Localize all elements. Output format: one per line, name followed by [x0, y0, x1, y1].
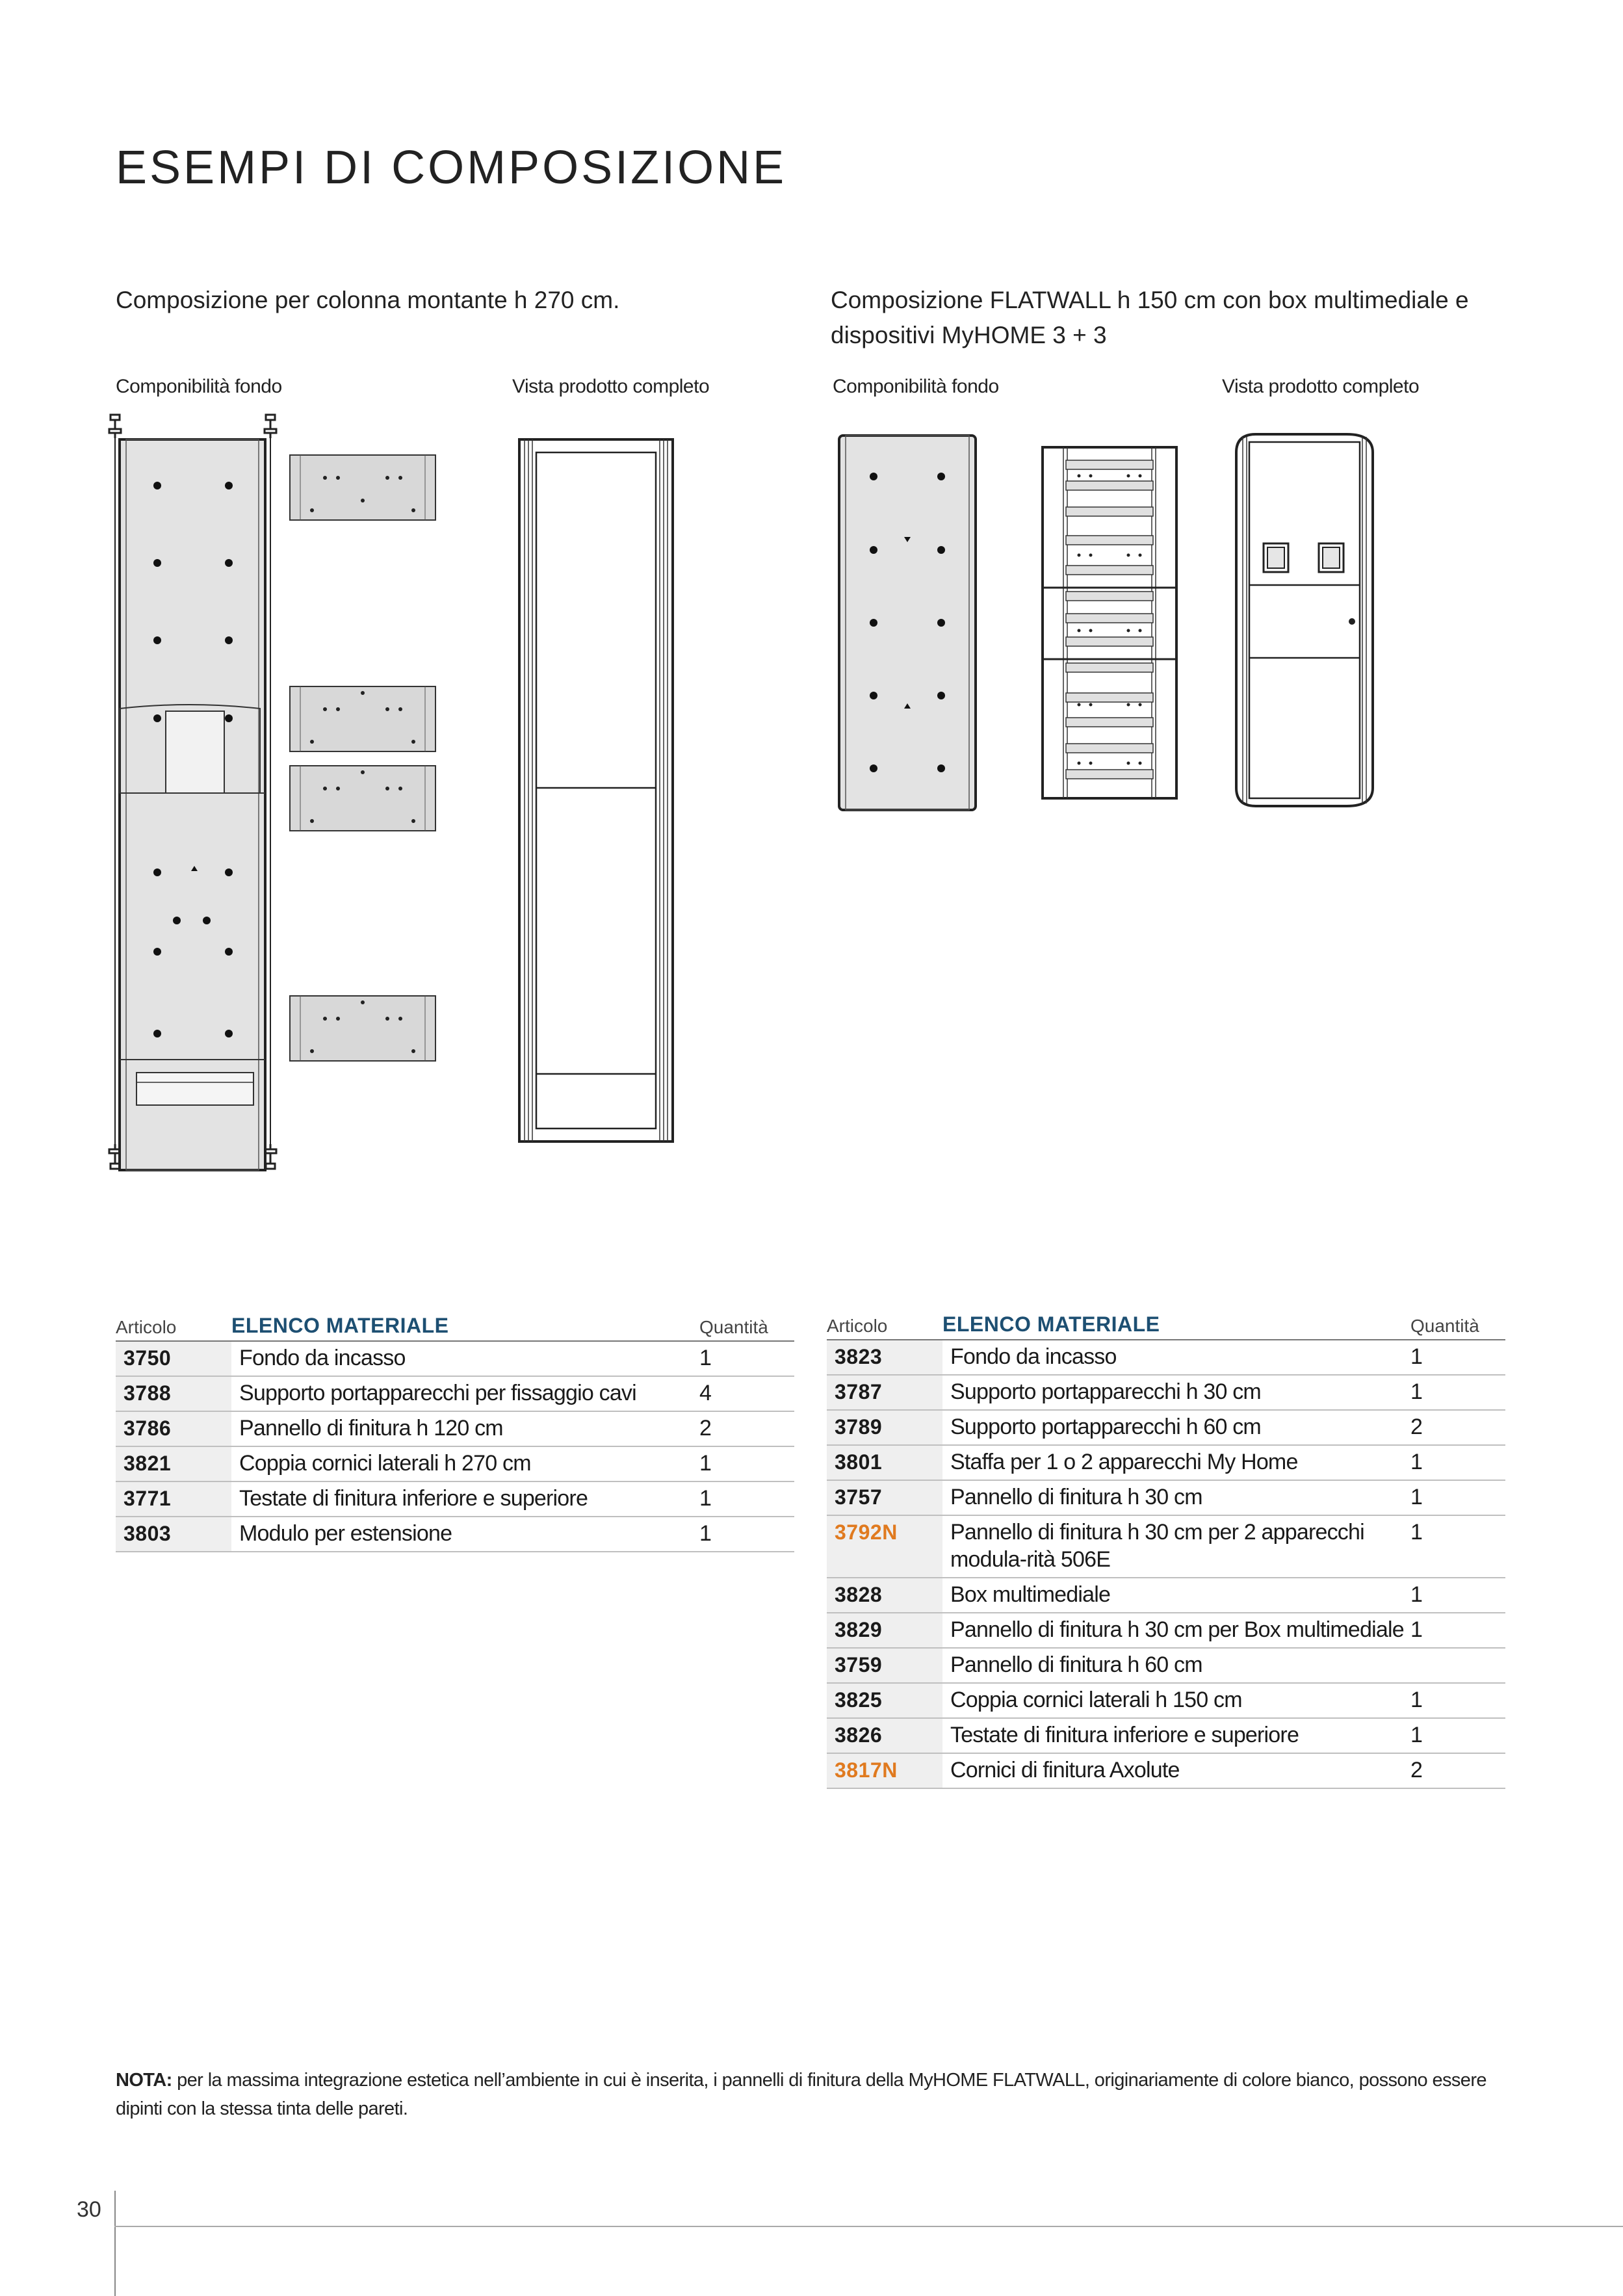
right-complete-product-drawing: [1230, 430, 1379, 814]
article-code: 3823: [827, 1340, 942, 1375]
material-desc: Testate di finitura inferiore e superiore: [942, 1718, 1410, 1753]
quantity: 1: [1410, 1375, 1505, 1410]
article-code: 3786: [116, 1411, 231, 1446]
left-caption-full: Vista prodotto completo: [512, 376, 710, 397]
material-desc: Pannello di finitura h 30 cm per 2 apparecchi modula-rità 506E: [942, 1515, 1410, 1578]
article-code: 3803: [116, 1517, 231, 1552]
quantity: 2: [699, 1411, 794, 1446]
left-complete-product-drawing: [517, 437, 679, 1145]
article-code: 3828: [827, 1578, 942, 1613]
material-desc: Testate di finitura inferiore e superiore: [231, 1481, 699, 1517]
quantity: 1: [1410, 1480, 1505, 1515]
table-row: [827, 1753, 1505, 1788]
quantity: [1410, 1648, 1505, 1683]
quantity: 1: [699, 1517, 794, 1552]
material-desc: Coppia cornici laterali h 150 cm: [942, 1683, 1410, 1718]
table-row: [116, 1446, 794, 1481]
quantity: 1: [1410, 1683, 1505, 1718]
material-desc: Pannello di finitura h 120 cm: [231, 1411, 699, 1446]
quantity: 1: [1410, 1578, 1505, 1613]
footnote: [116, 2066, 1507, 2123]
page-number: 30: [77, 2197, 101, 2222]
table-row: [827, 1480, 1505, 1515]
material-desc: Supporto portapparecchi h 60 cm: [942, 1410, 1410, 1445]
left-material-table: [116, 1309, 794, 1552]
article-code: 3788: [116, 1376, 231, 1411]
table-row: [116, 1411, 794, 1446]
article-code: 3771: [116, 1481, 231, 1517]
table-header-row: [116, 1309, 794, 1341]
page-title: ESEMPI DI COMPOSIZIONE: [116, 142, 787, 194]
table-row: [827, 1683, 1505, 1718]
material-desc: Fondo da incasso: [231, 1341, 699, 1376]
right-composition-subtitle: Composizione FLATWALL h 150 cm con box multimediale e dispositivi MyHOME 3 + 3: [831, 287, 1469, 348]
left-caption-back: Componibilità fondo: [116, 376, 282, 397]
quantity: 1: [699, 1341, 794, 1376]
table-row: [827, 1613, 1505, 1648]
table-row: [827, 1578, 1505, 1613]
material-desc: Pannello di finitura h 60 cm: [942, 1648, 1410, 1683]
left-composition-subtitle: Composizione per colonna montante h 270 cm.: [116, 287, 620, 313]
article-code: 3787: [827, 1375, 942, 1410]
article-code: 3821: [116, 1446, 231, 1481]
quantity: 1: [1410, 1445, 1505, 1480]
left-support-brackets-drawing: [286, 449, 442, 1066]
col-header-desc: ELENCO MATERIALE: [942, 1308, 1410, 1340]
table-row: [116, 1481, 794, 1517]
table-header-row: [827, 1308, 1505, 1340]
material-desc: Box multimediale: [942, 1578, 1410, 1613]
material-desc: Coppia cornici laterali h 270 cm: [231, 1446, 699, 1481]
article-code: 3789: [827, 1410, 942, 1445]
article-code-highlighted: 3817N: [827, 1753, 942, 1788]
material-desc: Pannello di finitura h 30 cm per Box multimediale: [942, 1613, 1410, 1648]
material-desc: Cornici di finitura Axolute: [942, 1753, 1410, 1788]
col-header-desc: ELENCO MATERIALE: [231, 1309, 699, 1341]
material-desc: Staffa per 1 o 2 apparecchi My Home: [942, 1445, 1410, 1480]
right-caption-full: Vista prodotto completo: [1222, 376, 1420, 397]
article-code: 3826: [827, 1718, 942, 1753]
article-code: 3759: [827, 1648, 942, 1683]
quantity: 4: [699, 1376, 794, 1411]
right-material-table: [827, 1308, 1505, 1789]
table-row: [827, 1410, 1505, 1445]
quantity: 2: [1410, 1753, 1505, 1788]
table-row: [827, 1445, 1505, 1480]
quantity: 1: [1410, 1718, 1505, 1753]
article-code: 3801: [827, 1445, 942, 1480]
article-code-highlighted: 3792N: [827, 1515, 942, 1578]
quantity: 1: [699, 1446, 794, 1481]
right-caption-back: Componibilità fondo: [833, 376, 999, 397]
table-row: [116, 1341, 794, 1376]
table-row: [827, 1718, 1505, 1753]
article-code: 3825: [827, 1683, 942, 1718]
table-row: [116, 1376, 794, 1411]
col-header-code: Articolo: [827, 1308, 942, 1340]
right-back-box-drawing: [835, 433, 985, 816]
footer-vertical-rule: [114, 2191, 116, 2296]
material-desc: Supporto portapparecchi h 30 cm: [942, 1375, 1410, 1410]
table-row: [116, 1517, 794, 1552]
table-row: [827, 1648, 1505, 1683]
col-header-qty: Quantità: [1410, 1308, 1505, 1340]
footer-horizontal-rule: [114, 2226, 1623, 2227]
article-code: 3829: [827, 1613, 942, 1648]
footnote-label: NOTA:: [116, 2070, 172, 2091]
col-header-code: Articolo: [116, 1309, 231, 1341]
article-code: 3757: [827, 1480, 942, 1515]
left-back-box-drawing: [104, 410, 292, 1177]
quantity: 1: [699, 1481, 794, 1517]
material-desc: Supporto portapparecchi per fissaggio cavi: [231, 1376, 699, 1411]
table-row: [827, 1515, 1505, 1578]
material-desc: Pannello di finitura h 30 cm: [942, 1480, 1410, 1515]
quantity: 2: [1410, 1410, 1505, 1445]
quantity: 1: [1410, 1340, 1505, 1375]
table-row: [827, 1340, 1505, 1375]
quantity: 1: [1410, 1515, 1505, 1578]
article-code: 3750: [116, 1341, 231, 1376]
material-desc: Modulo per estensione: [231, 1517, 699, 1552]
table-row: [827, 1375, 1505, 1410]
col-header-qty: Quantità: [699, 1309, 794, 1341]
quantity: 1: [1410, 1613, 1505, 1648]
footnote-text: per la massima integrazione estetica nell’ambiente in cui è inserita, i pannelli di finitura della MyHOME FLATWALL, originariamente di colore bianco, possono essere dipinti con la stessa tinta delle pareti.: [116, 2070, 1487, 2119]
material-desc: Fondo da incasso: [942, 1340, 1410, 1375]
right-supports-drawing: [1040, 445, 1183, 802]
